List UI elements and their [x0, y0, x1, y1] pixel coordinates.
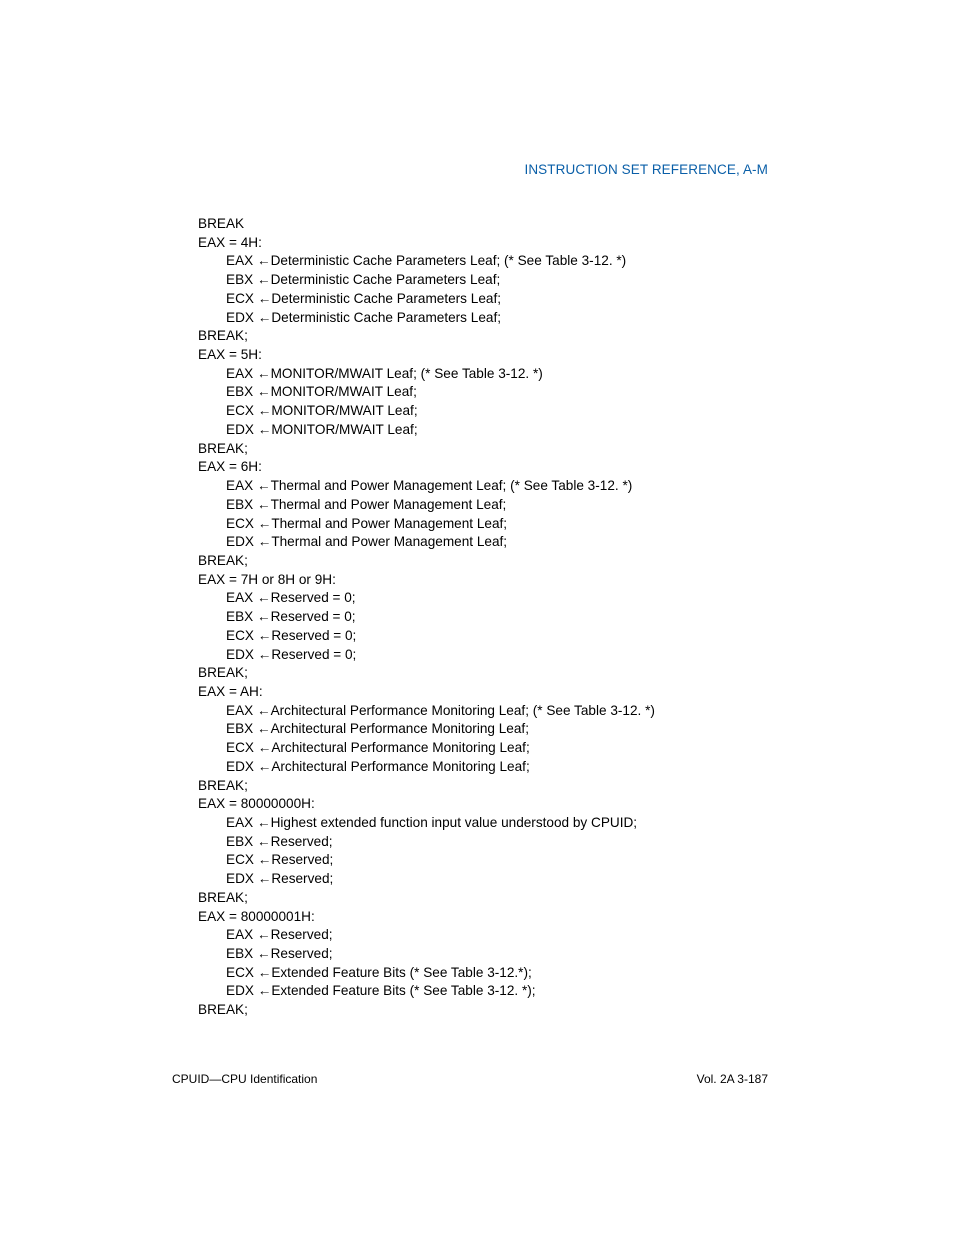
code-line: BREAK [198, 216, 245, 231]
code-line: ECX ←Extended Feature Bits (* See Table 3-12.*); [226, 964, 532, 980]
code-line: EAX ←Deterministic Cache Parameters Leaf; (* See Table 3-12. *) [226, 253, 627, 269]
code-line: EAX ←MONITOR/MWAIT Leaf; (* See Table 3-12. *) [226, 365, 543, 381]
code-line: BREAK; [198, 889, 248, 905]
footer-page-number: Vol. 2A 3-187 [696, 1072, 768, 1086]
code-line: ECX ←MONITOR/MWAIT Leaf; [226, 403, 418, 419]
code-line: BREAK; [198, 328, 248, 344]
code-line: EBX ←Reserved = 0; [226, 609, 356, 625]
code-line: ECX ←Deterministic Cache Parameters Leaf; [226, 290, 501, 306]
code-line: EDX ←Deterministic Cache Parameters Leaf; [226, 309, 501, 325]
code-line: EAX ←Architectural Performance Monitoring Leaf; (* See Table 3-12. *) [226, 702, 655, 718]
code-line: ECX ←Reserved = 0; [226, 627, 357, 643]
code-line: EBX ←Deterministic Cache Parameters Leaf; [226, 272, 501, 288]
code-line: EAX = 4H: [198, 234, 262, 250]
code-line: EDX ←Extended Feature Bits (* See Table 3-12. *); [226, 983, 536, 999]
code-line: EDX ←Reserved; [226, 871, 334, 887]
code-line: EAX = AH: [198, 683, 263, 699]
code-line: EAX ←Reserved = 0; [226, 590, 356, 606]
code-line: EAX = 80000001H: [198, 908, 315, 924]
running-header: INSTRUCTION SET REFERENCE, A-M [524, 162, 768, 177]
code-line: EAX = 5H: [198, 347, 262, 363]
code-line: ECX ←Thermal and Power Management Leaf; [226, 515, 508, 531]
code-line: EAX = 80000000H: [198, 796, 315, 812]
code-line: EBX ←Reserved; [226, 833, 333, 849]
code-line: EAX ←Reserved; [226, 927, 333, 943]
code-line: EBX ←MONITOR/MWAIT Leaf; [226, 384, 417, 400]
code-line: BREAK; [198, 1002, 248, 1018]
code-line: EDX ←Reserved = 0; [226, 646, 357, 662]
code-line: EBX ←Reserved; [226, 946, 333, 962]
code-line: EAX = 7H or 8H or 9H: [198, 571, 336, 587]
code-line: EAX ←Highest extended function input value understood by CPUID; [226, 815, 638, 830]
code-line: ECX ←Architectural Performance Monitoring Leaf; [226, 740, 530, 756]
code-line: EBX ←Architectural Performance Monitoring Leaf; [226, 721, 529, 737]
code-line: EDX ←MONITOR/MWAIT Leaf; [226, 421, 418, 437]
code-line: BREAK; [198, 665, 248, 681]
code-line: BREAK; [198, 552, 248, 568]
code-line: EDX ←Thermal and Power Management Leaf; [226, 534, 508, 550]
pseudocode-block [198, 215, 798, 1020]
code-line: ECX ←Reserved; [226, 852, 334, 868]
code-line: EDX ←Architectural Performance Monitoring Leaf; [226, 758, 530, 774]
code-line: BREAK; [198, 440, 248, 456]
code-line: EAX = 6H: [198, 459, 262, 475]
code-line: BREAK; [198, 777, 248, 793]
footer-section-title: CPUID—CPU Identification [172, 1072, 318, 1086]
code-line: EAX ←Thermal and Power Management Leaf; (* See Table 3-12. *) [226, 478, 633, 494]
code-line: EBX ←Thermal and Power Management Leaf; [226, 496, 507, 512]
